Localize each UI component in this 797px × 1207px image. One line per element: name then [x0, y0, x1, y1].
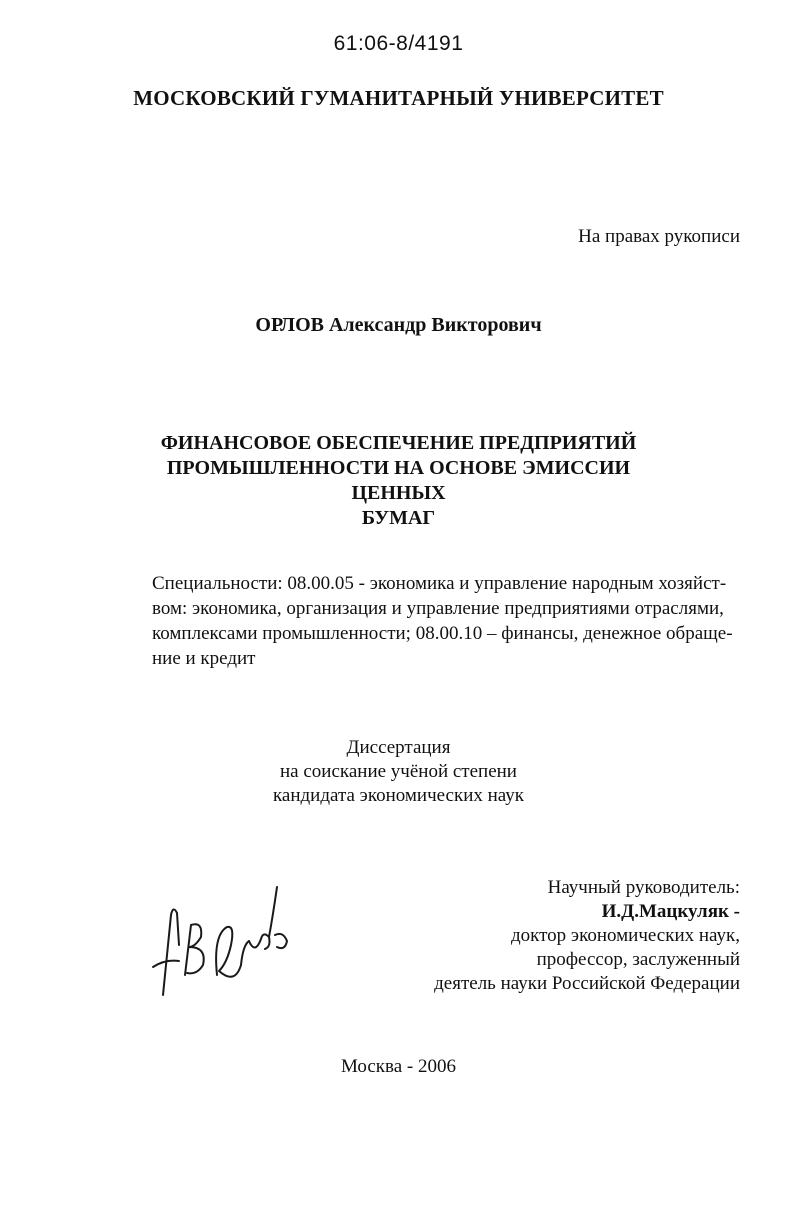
advisor-position: профессор, заслуженный: [536, 949, 740, 970]
catalog-code: 61:06-8/4191: [333, 32, 464, 55]
title-line: БУМАГ: [361, 507, 436, 529]
thesis-statement: [0, 736, 797, 808]
title-line: ФИНАНСОВОЕ ОБЕСПЕЧЕНИЕ ПРЕДПРИЯТИЙ: [160, 432, 637, 454]
manuscript-note: На правах рукописи: [578, 226, 740, 247]
advisor-block: [434, 876, 740, 996]
advisor-role: Научный руководитель:: [547, 877, 740, 898]
university-name: МОСКОВСКИЙ ГУМАНИТАРНЫЙ УНИВЕРСИТЕТ: [133, 86, 664, 110]
thesis-line: кандидата экономических наук: [272, 785, 525, 806]
city-year: Москва - 2006: [340, 1056, 457, 1077]
advisor-name: И.Д.Мацкуляк -: [601, 901, 740, 922]
specialty-line: Специальности: 08.00.05 - экономика и управление народным хозяйст-: [152, 573, 727, 594]
specialty-line: ние и кредит: [152, 648, 256, 669]
author-name: [0, 314, 797, 337]
author-signature: [145, 875, 295, 1005]
advisor-honor: деятель науки Российской Федерации: [434, 973, 740, 994]
author-given-names: Александр Викторович: [328, 314, 542, 336]
advisor-degree: доктор экономических наук,: [510, 925, 740, 946]
thesis-line: на соискание учёной степени: [280, 761, 517, 782]
author-surname: ОРЛОВ: [255, 314, 324, 336]
specialty-line: комплексами промышленности; 08.00.10 – финансы, денежное обраще-: [152, 623, 733, 644]
specialty-line: вом: экономика, организация и управление предприятиями отраслями,: [152, 598, 724, 619]
dissertation-title: [120, 431, 677, 531]
thesis-line: Диссертация: [346, 737, 451, 758]
specialty-block: [152, 571, 740, 671]
title-line: ПРОМЫШЛЕННОСТИ НА ОСНОВЕ ЭМИССИИ ЦЕННЫХ: [166, 457, 631, 504]
